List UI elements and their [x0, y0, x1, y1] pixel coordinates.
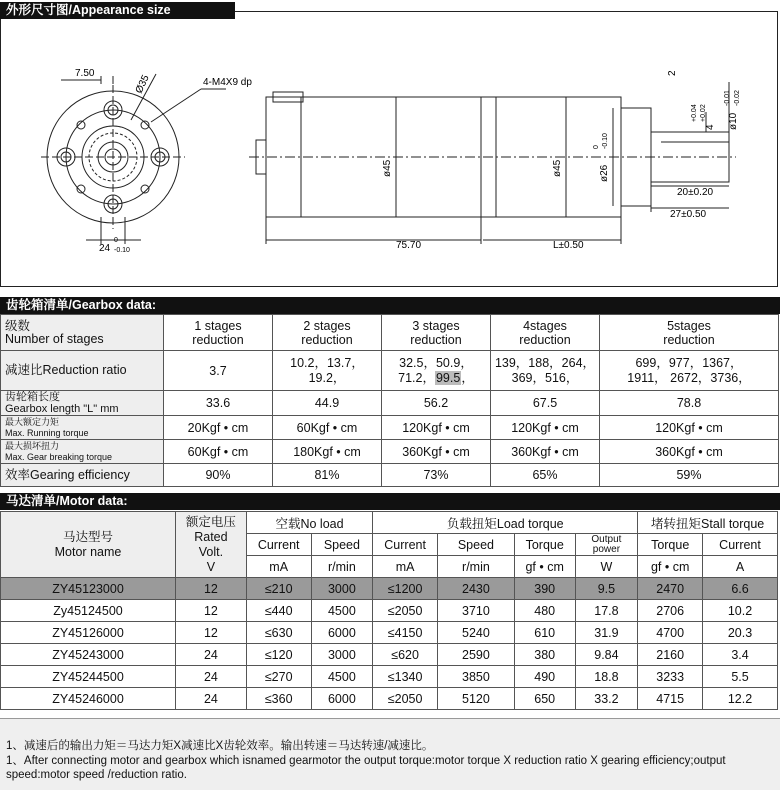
table-cell: 17.8 — [575, 600, 638, 622]
table-cell: 5240 — [437, 622, 514, 644]
table-row — [1, 578, 778, 600]
technical-drawing — [1, 12, 777, 286]
table-cell: 4500 — [311, 600, 373, 622]
ratio-2 — [273, 351, 382, 391]
running-3: 120Kgf • cm — [382, 416, 491, 440]
length-label-en: Gearbox length "L" mm — [5, 403, 119, 415]
u-load-current: mA — [373, 556, 438, 578]
stage-4 — [491, 315, 600, 351]
gearbox-row-breaking — [1, 440, 779, 464]
table-cell: ≤270 — [246, 666, 311, 688]
ratio-1: 3.7 — [164, 351, 273, 391]
gearbox-table — [0, 314, 779, 487]
u-noload-speed: r/min — [311, 556, 373, 578]
gearbox-row-stages — [1, 315, 779, 351]
front-view — [41, 74, 226, 244]
notes-section — [0, 718, 780, 790]
motor-title: 马达清单/Motor data: — [0, 493, 780, 510]
table-row — [1, 600, 778, 622]
table-cell: 650 — [514, 688, 575, 710]
table-cell: 12.2 — [703, 688, 778, 710]
table-cell: ≤210 — [246, 578, 311, 600]
stage-5-reduction: reduction — [663, 332, 715, 347]
ratio-5b: 1911， 2672，3736， — [627, 370, 751, 385]
table-cell: 10.2 — [703, 600, 778, 622]
table-cell: 3.4 — [703, 644, 778, 666]
table-cell: 9.84 — [575, 644, 638, 666]
u-noload-current: mA — [246, 556, 311, 578]
table-cell: 490 — [514, 666, 575, 688]
ratio-3 — [382, 351, 491, 391]
table-cell: 6000 — [311, 688, 373, 710]
table-cell: ≤360 — [246, 688, 311, 710]
side-shaft-tol2: -0.02 — [734, 90, 741, 106]
front-diam: Ø35 — [133, 73, 152, 96]
h-load-torque: Torque — [514, 534, 575, 556]
breaking-5: 360Kgf • cm — [600, 440, 779, 464]
ratio-5a: 699，977，1367， — [635, 355, 743, 370]
note-cn: 1、减速后的输出力矩＝马达力矩X减速比X齿轮效率。输出转速＝马达转速/减速比。 — [6, 740, 434, 752]
table-cell: 4700 — [638, 622, 703, 644]
stages-label-en: Number of stages — [5, 331, 104, 346]
gearbox-row-length — [1, 391, 779, 416]
h-stall-current: Current — [703, 534, 778, 556]
stage-3-label: 3 stages — [412, 318, 460, 333]
table-cell: ZY45126000 — [1, 622, 176, 644]
efficiency-4: 65% — [491, 464, 600, 487]
h-output-2: power — [592, 543, 621, 555]
breaking-label — [1, 440, 164, 464]
table-cell: ≤120 — [246, 644, 311, 666]
table-cell: 9.5 — [575, 578, 638, 600]
h-output-power — [575, 534, 638, 556]
ratio-3a: 32.5，50.9， — [399, 355, 473, 370]
motor-name-header — [1, 512, 176, 578]
motor-name-cn: 马达型号 — [62, 529, 113, 544]
table-cell: 2706 — [638, 600, 703, 622]
length-4: 67.5 — [491, 391, 600, 416]
table-cell: 5120 — [437, 688, 514, 710]
table-row — [1, 644, 778, 666]
breaking-1: 60Kgf • cm — [164, 440, 273, 464]
note-en: 1、After connecting motor and gearbox which isnamed gearmotor the output torque:motor torque X reduction ratio X gearing efficiency;output speed:motor speed /reduction ratio. — [6, 755, 726, 781]
stage-3 — [382, 315, 491, 351]
gearbox-row-running — [1, 416, 779, 440]
length-1: 33.6 — [164, 391, 273, 416]
stages-label — [1, 315, 164, 351]
gearbox-row-ratio — [1, 351, 779, 391]
table-cell: ≤1340 — [373, 666, 438, 688]
table-cell: ZY45246000 — [1, 688, 176, 710]
front-width-tol: 0 — [114, 237, 118, 244]
table-cell: Zy45124500 — [1, 600, 176, 622]
ratio-2b: 19.2， — [308, 370, 346, 385]
stage-1 — [164, 315, 273, 351]
side-boss-diam: ø26 — [599, 164, 610, 182]
running-4: 120Kgf • cm — [491, 416, 600, 440]
rated-volt-header — [176, 512, 247, 578]
table-cell: 6.6 — [703, 578, 778, 600]
stage-2-reduction: reduction — [301, 332, 353, 347]
breaking-4: 360Kgf • cm — [491, 440, 600, 464]
u-load-speed: r/min — [437, 556, 514, 578]
ratio-4a: 139，188，264， — [494, 355, 596, 370]
gearbox-row-efficiency — [1, 464, 779, 487]
table-row — [1, 622, 778, 644]
table-cell: 3000 — [311, 578, 373, 600]
table-row — [1, 688, 778, 710]
table-cell: 24 — [176, 644, 247, 666]
table-cell: 12 — [176, 622, 247, 644]
stage-5-label: 5stages — [667, 318, 711, 333]
running-5: 120Kgf • cm — [600, 416, 779, 440]
table-cell: ≤1200 — [373, 578, 438, 600]
table-cell: 4715 — [638, 688, 703, 710]
table-cell: 3850 — [437, 666, 514, 688]
running-1: 20Kgf • cm — [164, 416, 273, 440]
table-cell: ≤2050 — [373, 688, 438, 710]
stage-4-label: 4stages — [523, 318, 567, 333]
u-stall-current: A — [703, 556, 778, 578]
u-output-power: W — [575, 556, 638, 578]
h-load-speed: Speed — [437, 534, 514, 556]
stage-1-reduction: reduction — [192, 332, 244, 347]
table-cell: 5.5 — [703, 666, 778, 688]
rated-en2: Volt. — [198, 544, 224, 559]
efficiency-1: 90% — [164, 464, 273, 487]
table-cell: 12 — [176, 578, 247, 600]
stage-5 — [600, 315, 779, 351]
table-cell: 3233 — [638, 666, 703, 688]
table-cell: 18.8 — [575, 666, 638, 688]
table-cell: 20.3 — [703, 622, 778, 644]
running-label — [1, 416, 164, 440]
motor-header-row-1 — [1, 512, 778, 534]
motor-rows — [1, 578, 778, 710]
breaking-2: 180Kgf • cm — [273, 440, 382, 464]
table-cell: 24 — [176, 666, 247, 688]
length-2: 44.9 — [273, 391, 382, 416]
table-cell: 24 — [176, 688, 247, 710]
front-offset: 7.50 — [75, 68, 95, 79]
table-cell: 610 — [514, 622, 575, 644]
table-cell: ZY45244500 — [1, 666, 176, 688]
drawing-frame — [0, 11, 778, 287]
side-gear-diam: ø45 — [552, 159, 563, 177]
table-cell: ≤2050 — [373, 600, 438, 622]
side-motor-diam: ø45 — [382, 159, 393, 177]
table-cell: ≤620 — [373, 644, 438, 666]
ratio-3-highlight: 99.5 — [435, 370, 461, 385]
table-cell: 3000 — [311, 644, 373, 666]
h-stall-torque: Torque — [638, 534, 703, 556]
u-stall-torque: gf • cm — [638, 556, 703, 578]
table-cell: 390 — [514, 578, 575, 600]
table-cell: ≤4150 — [373, 622, 438, 644]
ratio-3c: ， — [461, 370, 474, 385]
stage-3-reduction: reduction — [410, 332, 462, 347]
table-cell: 6000 — [311, 622, 373, 644]
side-total-shaft: 27±0.50 — [670, 209, 707, 220]
length-label — [1, 391, 164, 416]
rated-cn: 额定电压 — [185, 514, 236, 529]
table-cell: ≤440 — [246, 600, 311, 622]
stage-2-label: 2 stages — [303, 318, 351, 333]
load-header: 负载扭矩Load torque — [373, 512, 638, 534]
table-cell: ZY45123000 — [1, 578, 176, 600]
length-5: 78.8 — [600, 391, 779, 416]
ratio-5 — [600, 351, 779, 391]
ratio-2a: 10.2，13.7， — [290, 355, 364, 370]
ratio-4 — [491, 351, 600, 391]
side-view — [249, 82, 736, 244]
stages-label-cn: 级数 — [5, 318, 31, 333]
efficiency-2: 81% — [273, 464, 382, 487]
side-shaft-len: 20±0.20 — [677, 187, 714, 198]
ratio-3b: 71.2， — [398, 370, 435, 385]
u-load-torque: gf • cm — [514, 556, 575, 578]
table-cell: 2590 — [437, 644, 514, 666]
table-cell: 2430 — [437, 578, 514, 600]
stage-1-label: 1 stages — [194, 318, 242, 333]
gearbox-title: 齿轮箱清单/Gearbox data: — [0, 297, 780, 314]
efficiency-5: 59% — [600, 464, 779, 487]
ratio-4b: 369，516， — [511, 370, 579, 385]
side-flat: 4 — [705, 124, 716, 130]
motor-name-en: Motor name — [54, 544, 122, 559]
table-cell: ≤630 — [246, 622, 311, 644]
side-gear-len: L±0.50 — [553, 240, 584, 251]
breaking-3: 360Kgf • cm — [382, 440, 491, 464]
noload-header: 空载No load — [246, 512, 372, 534]
side-shaft-diam: ø10 — [728, 112, 739, 130]
side-step: 2 — [667, 70, 678, 76]
ratio-label: 减速比Reduction ratio — [1, 351, 164, 391]
stall-header: 堵转扭矩Stall torque — [638, 512, 778, 534]
side-boss-tol2: -0.10 — [602, 133, 609, 149]
table-cell: 480 — [514, 600, 575, 622]
side-flat-tol2: +0.02 — [700, 104, 707, 122]
front-width-tol2: -0.10 — [114, 247, 130, 254]
appearance-title: 外形尺寸图/Appearance size — [0, 2, 235, 19]
efficiency-3: 73% — [382, 464, 491, 487]
table-cell: 33.2 — [575, 688, 638, 710]
running-label-en: Max. Running torque — [5, 427, 89, 438]
stage-2 — [273, 315, 382, 351]
rated-unit: V — [206, 559, 216, 574]
h-output-1: Output — [591, 533, 622, 545]
table-cell: 2470 — [638, 578, 703, 600]
running-label-cn: 最大额定力矩 — [5, 416, 60, 427]
table-row — [1, 666, 778, 688]
h-noload-current: Current — [246, 534, 311, 556]
table-cell: 2160 — [638, 644, 703, 666]
efficiency-label: 效率Gearing efficiency — [1, 464, 164, 487]
h-load-current: Current — [373, 534, 438, 556]
side-boss-tol: 0 — [593, 145, 600, 149]
table-cell: 380 — [514, 644, 575, 666]
h-noload-speed: Speed — [311, 534, 373, 556]
rated-en1: Rated — [194, 529, 228, 544]
table-cell: 12 — [176, 600, 247, 622]
length-label-cn: 齿轮箱长度 — [5, 391, 60, 403]
table-cell: ZY45243000 — [1, 644, 176, 666]
length-3: 56.2 — [382, 391, 491, 416]
stage-4-reduction: reduction — [519, 332, 571, 347]
table-cell: 4500 — [311, 666, 373, 688]
front-width: 24 — [99, 243, 111, 254]
motor-table — [0, 511, 778, 710]
running-2: 60Kgf • cm — [273, 416, 382, 440]
breaking-label-en: Max. Gear breaking torque — [5, 451, 113, 462]
side-flat-tol: +0.04 — [691, 104, 698, 122]
table-cell: 31.9 — [575, 622, 638, 644]
side-shaft-tol: -0.01 — [724, 90, 731, 106]
table-cell: 3710 — [437, 600, 514, 622]
front-holes: 4-M4X9 dp — [203, 77, 252, 88]
side-motor-len: 75.70 — [396, 240, 422, 251]
breaking-label-cn: 最大损坏扭力 — [5, 440, 60, 451]
